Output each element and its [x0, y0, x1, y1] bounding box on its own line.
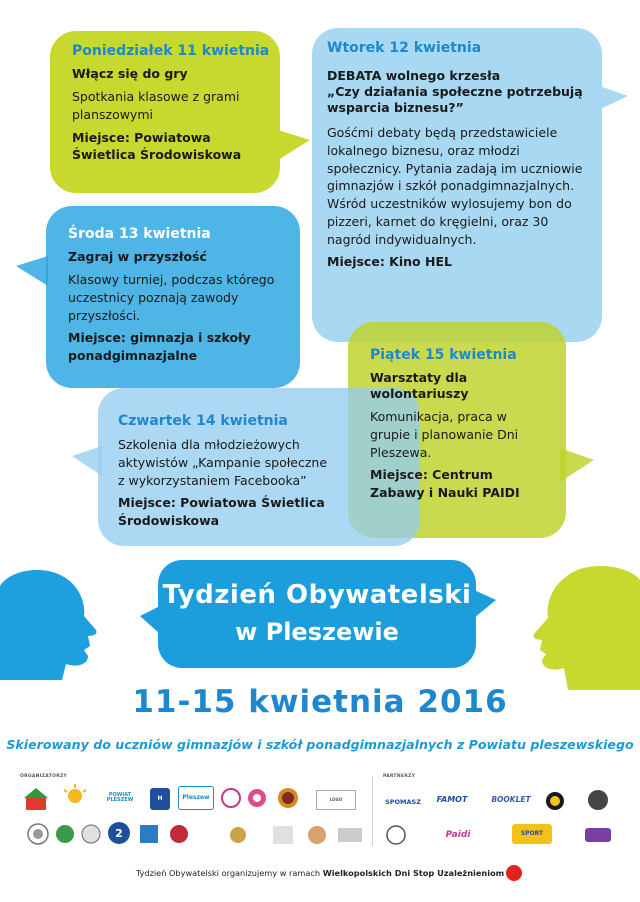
- tuesday-title-1: DEBATA wolnego krzesła: [327, 68, 501, 83]
- friday-place: Miejsce: Centrum Zabawy i Nauki PAIDI: [370, 467, 520, 500]
- thursday-day: Czwartek 14 kwietnia: [118, 413, 288, 429]
- tail-tuesday: [594, 84, 628, 112]
- tuesday-title-2: „Czy działania społeczne potrzebują wsparcia biznesu?”: [327, 84, 583, 115]
- logo-organizer-17: [270, 824, 296, 846]
- logo-organizer-18: [302, 824, 332, 846]
- organizers-label: ORGANIZATORZY: [20, 774, 68, 779]
- left-head-icon: [0, 560, 150, 680]
- logo-organizer-11: [54, 822, 76, 846]
- logo-organizer-1: [22, 786, 50, 812]
- logo-organizer-2: [60, 784, 90, 812]
- tuesday-desc: Gośćmi debaty będą przedstawiciele lokalnego biznesu, oraz młodzi społecznicy. Pytania zadają im uczniowie gimnazjów i szkół ponadgimnazjalnych. Wśród uczestników wylosujemy bon do pizzeri, karnet do kręgielni, oraz 30 nagród indywidualnych.: [327, 125, 583, 247]
- monday-day: Poniedziałek 11 kwietnia: [72, 43, 270, 59]
- logo-organizer-4: H: [150, 788, 170, 810]
- monday-place: Miejsce: Powiatowa Świetlica Środowiskowa: [72, 129, 242, 162]
- logo-paidi: Paidi: [445, 829, 471, 840]
- logo-pleszew: Pleszew: [178, 786, 214, 810]
- friday-day: Piątek 15 kwietnia: [370, 347, 517, 363]
- logo-organizer-19: [336, 824, 364, 846]
- logos-divider: [372, 776, 373, 846]
- wednesday-title: Zagraj w przyszłość: [68, 249, 207, 264]
- wednesday-place: Miejsce: gimnazja i szkoły ponadgimnazjalne: [68, 330, 251, 363]
- logo-sport: SPORT: [512, 824, 552, 844]
- event-dates: 11-15 kwietnia 2016: [132, 684, 508, 720]
- right-head-icon: [490, 560, 640, 690]
- tail-wednesday: [16, 256, 48, 286]
- friday-desc: Komunikacja, praca w grupie i planowanie Dni Pleszewa.: [370, 409, 519, 460]
- logo-spomasz: SPOMASZ: [385, 797, 421, 806]
- tail-friday: [560, 448, 594, 482]
- logo-organizer-8: [276, 786, 300, 810]
- logo-partner-6: [384, 824, 408, 846]
- logo-organizer-10: [26, 822, 50, 846]
- friday-title: Warsztaty dla wolontariuszy: [370, 370, 469, 401]
- tuesday-day: Wtorek 12 kwietnia: [327, 40, 482, 56]
- logo-famot: FAMOT: [436, 795, 468, 804]
- partners-label: PARTNERZY: [383, 774, 416, 779]
- thursday-desc: Szkolenia dla młodzieżowych aktywistów „Kampanie społeczne z wykorzystaniem Facebooka”: [118, 437, 328, 488]
- title-bubble: [158, 560, 476, 668]
- logo-booklet: BOOKLET: [491, 795, 531, 805]
- logo-organizer-3: POWIAT PLESZEW: [106, 792, 134, 803]
- logo-organizer-6: [220, 786, 242, 810]
- thursday-place: Miejsce: Powiatowa Świetlica Środowiskowa: [118, 495, 325, 528]
- logo-organizer-7: [246, 786, 268, 810]
- logo-partner-9: [584, 826, 612, 844]
- tail-monday: [278, 130, 310, 160]
- footer-note: Tydzień Obywatelski organizujemy w ramach Wielkopolskich Dni Stop Uzależnieniom: [135, 868, 505, 878]
- logo-partner-4: [544, 790, 566, 812]
- logo-organizer-16: [226, 824, 250, 846]
- audience-subtitle: Skierowany do uczniów gimnazjów i szkół ponadgimnazjalnych z Powiatu pleszewskiego: [6, 737, 634, 752]
- monday-title: Włącz się do gry: [72, 66, 188, 81]
- logo-organizer-14: [138, 822, 160, 846]
- tuesday-place: Miejsce: Kino HEL: [327, 254, 452, 270]
- logo-organizer-15: [168, 822, 190, 846]
- wednesday-desc: Klasowy turniej, podczas którego uczestnicy poznają zawody przyszłości.: [68, 272, 275, 323]
- logo-partner-5: [586, 788, 610, 812]
- title-line-1: Tydzień Obywatelski: [162, 580, 472, 610]
- stop-icon: [506, 865, 522, 881]
- tail-thursday: [72, 446, 102, 476]
- logo-organizer-9: LOGO: [316, 790, 356, 810]
- title-line-2: w Pleszewie: [235, 618, 399, 646]
- logo-organizer-12: [80, 822, 102, 846]
- wednesday-day: Środa 13 kwietnia: [68, 226, 211, 242]
- logo-organizer-two: 2: [108, 822, 130, 844]
- monday-desc: Spotkania klasowe z grami planszowymi: [72, 89, 240, 122]
